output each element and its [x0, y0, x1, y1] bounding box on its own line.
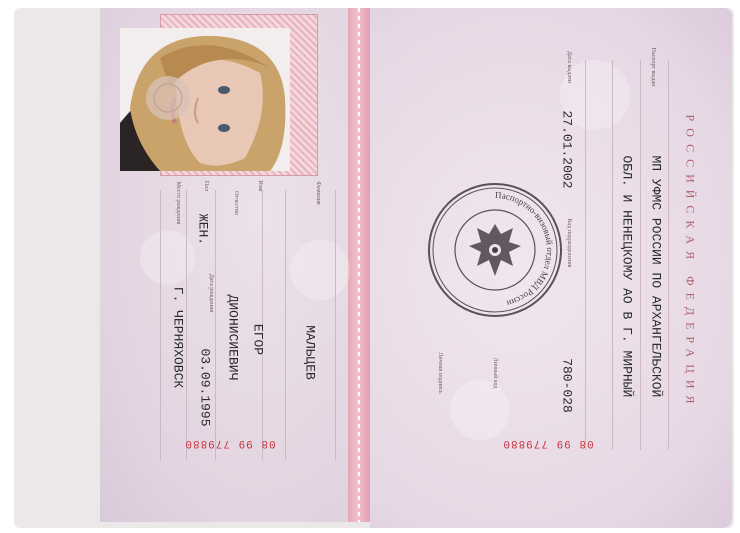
- stamp-ring-text: Паспортно-визовый отдел МВД России: [494, 189, 556, 309]
- birth-place-value: Г. ЧЕРНЯХОВСК: [170, 286, 186, 389]
- issued-by-line2: ОБЛ. И НЕНЕЦКОМУ АО В Г. МИРНЫЙ: [619, 155, 635, 398]
- field-line: [160, 190, 161, 460]
- birth-date-label: Дата рождения: [208, 273, 214, 313]
- patronymic-label: Отчество: [233, 191, 239, 215]
- watermark: [290, 240, 350, 300]
- personal-code-label: Личный код: [492, 357, 498, 389]
- birth-date-value: 03.09.1995: [197, 348, 213, 427]
- issued-by-label: Паспорт выдан: [650, 47, 656, 87]
- field-line: [668, 60, 669, 450]
- serial-number-left: 08 99 779880: [184, 437, 276, 449]
- serial-number-right: 08 99 779880: [502, 437, 594, 449]
- issued-by-line1: МП УФМС РОССИИ ПО АРХАНГЕЛЬСКОЙ: [648, 155, 664, 398]
- sex-value: ЖЕН.: [195, 213, 211, 246]
- field-line: [585, 60, 586, 450]
- issue-date-label: Дата выдачи: [566, 50, 572, 84]
- birth-place-label: Место рождения: [175, 181, 181, 225]
- surname-value: МАЛЬЦЕВ: [302, 325, 318, 380]
- portrait-image: [120, 28, 290, 171]
- stamp-seal-icon: [425, 180, 565, 320]
- patronymic-value: ДИОНИСИЕВИЧ: [225, 294, 241, 381]
- sex-label: Пол: [203, 180, 209, 192]
- name-label: Имя: [257, 180, 263, 192]
- field-line: [335, 190, 336, 460]
- field-line: [186, 190, 187, 460]
- field-line: [285, 190, 286, 460]
- field-line: [215, 190, 216, 460]
- field-line: [640, 60, 641, 450]
- spine-stitching: [358, 8, 360, 522]
- holder-photo: [120, 28, 290, 171]
- subdivision-code-label: Код подразделения: [566, 218, 572, 268]
- issue-date-value: 27.01.2002: [559, 110, 575, 189]
- subdivision-code-value: 780-028: [559, 358, 575, 413]
- country-heading: РОССИЙСКАЯ ФЕДЕРАЦИЯ: [683, 114, 698, 411]
- watermark: [450, 380, 510, 440]
- name-value: ЕГОР: [250, 323, 266, 356]
- signature-label: Личная подпись: [437, 352, 443, 394]
- official-stamp: [425, 180, 565, 320]
- double-headed-eagle-icon: [469, 224, 521, 276]
- field-line: [612, 60, 613, 450]
- surname-label: Фамилия: [315, 181, 321, 205]
